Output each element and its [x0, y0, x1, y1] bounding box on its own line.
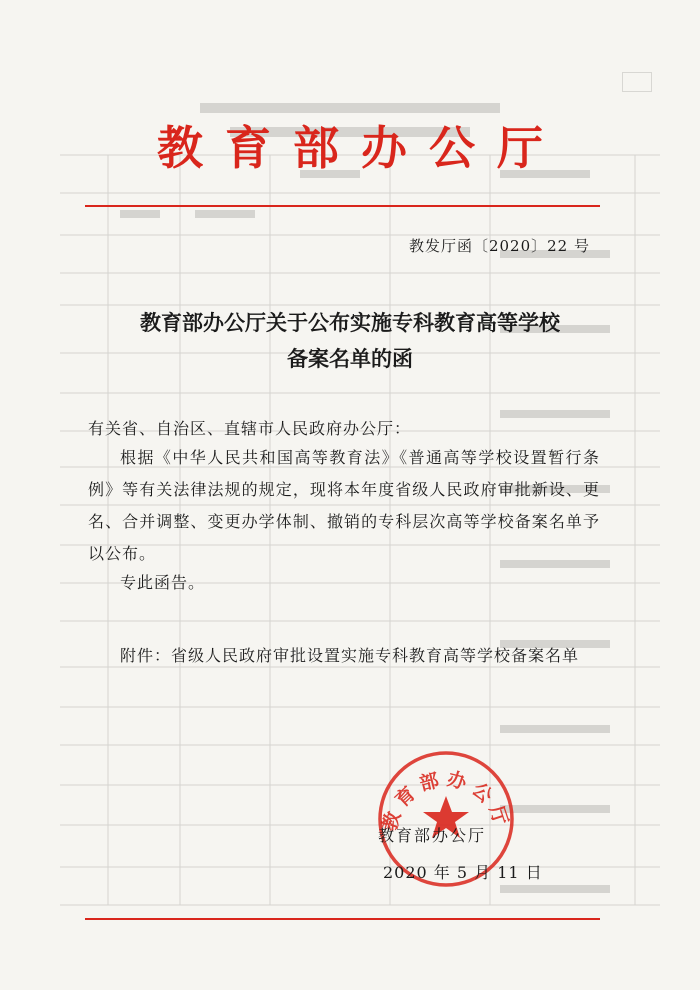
document-title: [0, 305, 700, 377]
document-title-line-1: 教育部办公厅关于公布实施专科教育高等学校: [140, 311, 560, 335]
document-number: 教发厅函〔2020〕22 号: [408, 237, 590, 255]
closing-line: 专此函告。: [120, 573, 206, 592]
footer-red-rule: [85, 918, 600, 920]
attachment-prefix: 附件：: [120, 646, 172, 665]
body-paragraph: 根据《中华人民共和国高等教育法》《普通高等学校设置暂行条例》等有关法律法规的规定，现将本年度省级人民政府审批新设、更名、合并调整、变更办学体制、撤销的专科层次高等学校备案名单予以公布。: [88, 448, 600, 563]
signer: 教育部办公厅: [378, 826, 487, 845]
addressee: 有关省、自治区、直辖市人民政府办公厅：: [88, 419, 412, 438]
sign-date: 2020 年 5 月 11 日: [383, 863, 543, 882]
attachment-note: [120, 640, 605, 672]
seal-text: 教育部办公厅: [378, 767, 514, 834]
document-title-line-2: 备案名单的函: [287, 347, 413, 371]
letterhead-red-rule: [85, 205, 600, 207]
letterhead: 教育部办公厅: [157, 121, 565, 175]
attachment-body: [120, 640, 605, 672]
bleed-through-mark: [622, 72, 652, 92]
attachment-text: 省级人民政府审批设置实施专科教育高等学校备案名单: [171, 646, 580, 665]
